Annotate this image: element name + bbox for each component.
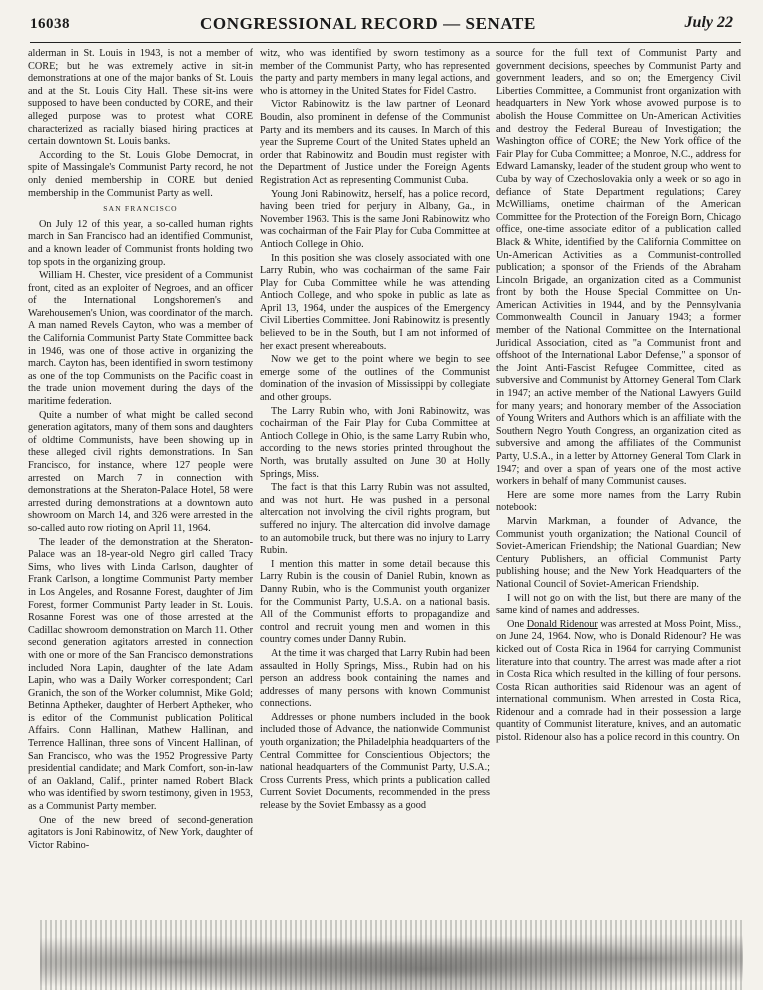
paragraph	[496, 619, 741, 745]
publication-title: CONGRESSIONAL RECORD — SENATE	[200, 14, 536, 33]
paragraph: Here are some more names from the Larry Rubin notebook:	[496, 489, 741, 514]
paragraph: source for the full text of Communist Party and government decisions, speeches by Communist Party and government leaders, and so on; the Emergency Civil Liberties Committee, a Communist front organization with headquarters in New York whose avowed purpose is to abolish the House Committee on Un-American Activities and destroy the Federal Bureau of Investigation; the Washington office of CORE; the New York office of the Fair Play for Cuba Committee; a Monroe, N.C., address for Edward Lamansky, leader of the student group who went to Cuba by way of Czechoslovakia only a week or so ago in defiance of State Department regulations; Carey McWilliams, onetime chairman of the American Committee for the Protection of the Foreign Born, Chicago office, one-time associate editor of a publication called Black & White, identified by the California Committee on Un-American Activities as a Communist-controlled publication; a sponsor of the Friends of the Abraham Lincoln Brigade, an organization cited as a Communist front by both the House Special Committee on Un-American Activities in 1944, and by the Pennsylvania Commonwealth Council in January 1943; a former member of the National Committee on the International Juridical Association, cited as "a Communist front and offshoot of the International Labor Defense," a sponsor of the Joint Anti-Fascist Refugee Committee, cited as subversive and Communist by Attorney General Tom Clark in 1947; an active member of the National Lawyers Guild for many years; and honorary member of the Association of Young Writers and Authors which is an affiliate with the Southern Negro Youth Congress, an organization cited as subversive and among the affiliates of the Communist Party, U.S.A., in a letter by Attorney General Tom Clark in 1947; and over a span of years one of the most active workers in behalf of many Communist causes.	[496, 48, 741, 488]
paragraph: At the time it was charged that Larry Rubin had been assaulted in Holly Springs, Miss., Rubin had on his person an address book containing the names and addresses of many persons with known Communist connections.	[260, 647, 490, 710]
paragraph: William H. Chester, vice president of a Communist front, cited as an exploiter of Negroes, and an officer of the International Longshoremen's and Warehousemen's Union, was coordinator of the march. A man named Revels Cayton, who was a member of the California Communist Party State Committee back in 1946, was one of those active in organizing the march. Cayton has, been identified in sworn testimony as one of the top Communists on the Pacific coast in the trade union movement during the days of the maritime federation.	[28, 270, 253, 408]
underlined-name: Donald Ridenour	[526, 618, 598, 630]
page-header	[30, 8, 741, 43]
text-column-2	[260, 48, 490, 918]
section-subheading: SAN FRANCISCO	[103, 204, 178, 214]
paragraph: The leader of the demonstration at the Sheraton-Palace was an 18-year-old Negro girl called Tracy Sims, who lives with Linda Carlson, daughter of Frank Carlson, a longtime Communist Party member in Los Angeles, and Rosanne Forest, daughter of Jim Forest, former Communist Party leader in St. Louis. Rosanne Forest was one of those arrested at the Cadillac showroom demonstration on March 11. Other second generation agitators arrested in connection with one or more of the San Francisco demonstrations included Nora Lapin, daughter of the late Adam Lapin, who was a Daily Worker correspondent; Carl Granich, the son of the Worker columnist, Mike Gold; Betinna Aptheker, daughter of Herbert Aptheker, who is editor of the Communist publication Political Affairs. Conn Hallinan, Mathew Hallinan, and Terrence Hallinan, three sons of Vincent Hallinan, of San Francisco, who was the 1952 Progressive Party presidential candidate; and Mark Comfort, son-in-law of an Oakland, Calif., printer named Robert Black who was identified by sworn testimony, given in 1953, as a Communist Party member.	[28, 536, 253, 813]
paragraph: I mention this matter in some detail because this Larry Rubin is the cousin of Daniel Rubin, known as Danny Rubin, who is the Communist youth organizer for the Communist Party, U.S.A. on a national basis. All of the Communist efforts to propagandize and control and recruit young men and women in this country comes under Danny Rubin.	[260, 558, 490, 646]
paragraph: One of the new breed of second-generation agitators is Joni Rabinowitz, of New York, daughter of Victor Rabino-	[28, 814, 253, 851]
paragraph: Victor Rabinowitz is the law partner of Leonard Boudin, also prominent in defense of the Communist Party and its members and its causes. In March of this year the Supreme Court of the United States upheld an order that Rabinowitz and Boudin must register with the Department of Justice under the Foreign Agents Registration Act as representing Communist Cuba.	[260, 99, 490, 186]
page-number: 16038	[30, 16, 70, 32]
text-column-3	[496, 48, 741, 918]
paragraph: witz, who was identified by sworn testimony as a member of the Communist Party, who has represented the party and party members in many legal actions, and who is attorney in the United States for Fidel Castro.	[260, 48, 490, 97]
scan-smudge	[40, 920, 743, 990]
paragraph-text: One	[507, 618, 527, 630]
page-date: July 22	[684, 14, 733, 31]
text-column-1	[28, 48, 253, 918]
paragraph: The fact is that this Larry Rubin was not assulted, and was not hurt. He was pushed in a personal altercation not involving the civil rights program, but suffered no injury. The altercation did involve damage to an automobile truck, but there was no injury to Larry Rubin.	[260, 482, 490, 557]
paragraph: According to the St. Louis Globe Democrat, in spite of Massingale's Communist Party record, he not only denied membership in CORE but denied membership in the Communist Party as well.	[28, 149, 253, 199]
paragraph: In this position she was closely associated with one Larry Rubin, who was cochairman of the same Fair Play for Cuba Committee while he was attending Antioch College, and who spoke in public as late as April 13, 1964, under the auspices of the Emergency Civil Liberties Committee. Joni Rabinowitz is presently believed to be in the South, but I am not informed of her exact present whereabouts.	[260, 252, 490, 352]
paragraph: Marvin Markman, a founder of Advance, the Communist youth organization; the National Council of Soviet-American Friendship; the National Guardian; New Century Publishers, an official Communist Party publishing house; and the New York Headquarters of the National Council of Soviet-American Friendship.	[496, 515, 741, 590]
paragraph: Young Joni Rabinowitz, herself, has a police record, having been tried for perjury in Albany, Ga., in November 1963. This is the same Joni Rabinowitz who was cochairman of the Fair Play for Cuba Committee at Antioch College in Ohio.	[260, 188, 490, 250]
paragraph: On July 12 of this year, a so-called human rights march in San Francisco had an identified Communist, and a known leader of Communist fronts holding two top spots in the organizing group.	[28, 218, 253, 268]
paragraph: The Larry Rubin who, with Joni Rabinowitz, was cochairman of the Fair Play for Cuba Committee at Antioch College in Ohio, is the same Larry Rubin who, according to the news stories printed throughout the North, was brutally assulted on June 30 at Holly Springs, Miss.	[260, 405, 490, 480]
paragraph: Now we get to the point where we begin to see emerge some of the outlines of the Communist domination of the invasion of Mississippi by collegiate and other groups.	[260, 354, 490, 404]
paragraph: alderman in St. Louis in 1943, is not a member of CORE; but he was extremely active in sit-in demonstrations at one of the major banks of St. Louis and at the St. Louis City Hall. These sit-ins were supposed to have been conducted by CORE, and their alleged purpose was to protest what CORE characterized as racially biased hiring practices at certain downtown St. Louis banks.	[28, 48, 253, 148]
paragraph-text: was arrested at Moss Point, Miss., on June 24, 1964. Now, who is Donald Ridenour? He was kicked out of Costa Rica in 1964 for carrying Communist literature into that country. The arrest was made after a riot in Costa Rica which resulted in the killing of four persons. Costa Rican authorities said Ridenour was an agent of international communism. When arrested in Costa Rica, Ridenour and a comrade had in their possession a large quantity of Communist literature, knives, and an automatic pistol. Ridenour also has a police record in this country. On	[496, 618, 741, 744]
paragraph: I will not go on with the list, but there are many of the same kind of names and addresses.	[496, 592, 741, 617]
paragraph: Addresses or phone numbers included in the book included those of Advance, the nationwide Communist youth organization; the Philadelphia headquarters of the Central Committee for Conscientious Objectors; the national headquarters of the Communist Party, U.S.A.; Cross Currents Press, which prints a publication called Current Soviet Documents, recommended in the press release by the Soviet Embassy as a good	[260, 711, 490, 812]
paragraph: Quite a number of what might be called second generation agitators, many of them sons and daughters of oldtime Communists, have been showing up in these alleged civil rights demonstrations. In San Francisco, for instance, where 127 people were arrested on March 7 in connection with demonstrations at the Sheraton-Palace Hotel, 58 were arrested during demonstrations at a downtown auto showroom on March 14, and 326 were arrested in the so-called auto row rioting on April 11, 1964.	[28, 409, 253, 534]
